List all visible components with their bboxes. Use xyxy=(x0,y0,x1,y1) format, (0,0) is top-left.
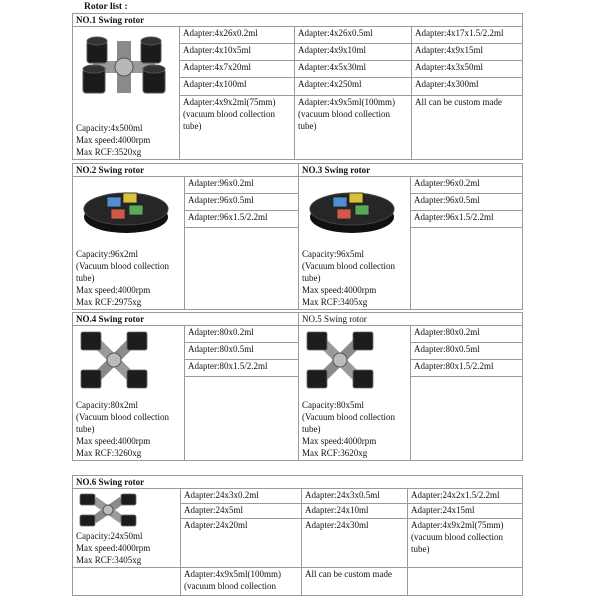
empty-cell xyxy=(411,377,523,461)
drum-rotor-plates-icon xyxy=(309,183,395,235)
adapter-cell: Adapter:80x0.5ml xyxy=(185,343,299,360)
adapter-cell: Adapter:80x0.5ml xyxy=(411,343,523,360)
rotor-5-header: NO.5 Swing rotor xyxy=(299,313,523,326)
adapter-cell: Adapter:24x5ml xyxy=(181,504,302,519)
adapter-cell: Adapter:24x20ml xyxy=(181,519,302,568)
adapter-cell: Adapter:80x0.2ml xyxy=(411,326,523,343)
adapter-cell: Adapter:4x9x2ml(75mm) (vacuum blood collection tube) xyxy=(408,519,523,568)
rotor-2-specs: Capacity:96x2ml (Vacuum blood collection tube) Max speed:4000rpm Max RCF:2975xg xyxy=(76,249,169,307)
empty-cell xyxy=(185,377,299,461)
adapter-cell: Adapter:4x9x10ml xyxy=(295,44,412,61)
swing-rotor-racks-icon xyxy=(77,328,151,392)
empty-cell xyxy=(73,568,181,596)
adapter-cell: Adapter:4x7x20ml xyxy=(180,61,295,78)
adapter-cell: Adapter:4x9x15ml xyxy=(412,44,523,61)
empty-cell xyxy=(185,228,299,310)
swing-rotor-buckets-icon xyxy=(77,491,139,529)
adapter-cell: Adapter:4x100ml xyxy=(180,78,295,95)
adapter-cell: All can be custom made xyxy=(412,95,523,160)
adapter-cell: Adapter:4x9x5ml(100mm) (vacuum blood collection xyxy=(181,568,302,596)
rotor-2-3-table xyxy=(72,163,523,310)
adapter-cell: Adapter:24x3x0.2ml xyxy=(181,489,302,504)
rotor-6-header: NO.6 Swing rotor xyxy=(73,476,523,489)
adapter-cell: Adapter:4x3x50ml xyxy=(412,61,523,78)
adapter-cell: Adapter:24x10ml xyxy=(302,504,408,519)
adapter-cell: Adapter:4x9x2ml(75mm) (vacuum blood collection tube) xyxy=(180,95,295,160)
adapter-cell: Adapter:4x26x0.5ml xyxy=(295,27,412,44)
rotor-1-table xyxy=(72,13,523,160)
drum-rotor-plates-icon xyxy=(83,183,169,235)
swing-rotor-buckets-icon xyxy=(79,35,169,99)
adapter-cell: Adapter:4x26x0.2ml xyxy=(180,27,295,44)
adapter-cell: Adapter:24x3x0.5ml xyxy=(302,489,408,504)
rotor-6-table xyxy=(72,475,523,596)
rotor-1-image-cell xyxy=(73,27,180,160)
empty-cell xyxy=(408,568,523,596)
rotor-4-5-table xyxy=(72,312,523,461)
adapter-cell: Adapter:4x5x30ml xyxy=(295,61,412,78)
rotor-3-image-cell xyxy=(299,177,411,310)
adapter-cell: Adapter:4x250ml xyxy=(295,78,412,95)
rotor-6-image-cell xyxy=(73,489,181,568)
adapter-cell: Adapter:80x1.5/2.2ml xyxy=(185,360,299,377)
rotor-2-header: NO.2 Swing rotor xyxy=(73,164,299,177)
adapter-cell: Adapter:4x10x5ml xyxy=(180,44,295,61)
rotor-1-specs: Capacity:4x500ml Max speed:4000rpm Max RCF:3520xg xyxy=(76,123,151,157)
empty-cell xyxy=(411,228,523,310)
rotor-6-specs: Capacity:24x50ml Max speed:4000rpm Max RCF:3405xg xyxy=(76,531,151,565)
rotor-1-header: NO.1 Swing rotor xyxy=(73,14,523,27)
adapter-cell: Adapter:24x15ml xyxy=(408,504,523,519)
adapter-cell: Adapter:4x17x1.5/2.2ml xyxy=(412,27,523,44)
adapter-cell: Adapter:80x1.5/2.2ml xyxy=(411,360,523,377)
adapter-cell: Adapter:4x300ml xyxy=(412,78,523,95)
adapter-cell: Adapter:96x1.5/2.2ml xyxy=(185,211,299,228)
adapter-cell: All can be custom made xyxy=(302,568,408,596)
rotor-3-specs: Capacity:96x5ml (Vacuum blood collection tube) Max speed:4000rpm Max RCF:3405xg xyxy=(302,249,395,307)
adapter-cell: Adapter:80x0.2ml xyxy=(185,326,299,343)
adapter-cell: Adapter:96x1.5/2.2ml xyxy=(411,211,523,228)
rotor-4-image-cell xyxy=(73,326,185,461)
rotor-5-specs: Capacity:80x5ml (Vacuum blood collection tube) Max speed:4000rpm Max RCF:3620xg xyxy=(302,400,395,458)
rotor-3-header: NO.3 Swing rotor xyxy=(299,164,523,177)
adapter-cell: Adapter:96x0.2ml xyxy=(411,177,523,194)
adapter-cell: Adapter:96x0.5ml xyxy=(411,194,523,211)
adapter-cell: Adapter:96x0.5ml xyxy=(185,194,299,211)
rotor-4-header: NO.4 Swing rotor xyxy=(73,313,299,326)
rotor-4-specs: Capacity:80x2ml (Vacuum blood collection tube) Max speed:4000rpm Max RCF:3260xg xyxy=(76,400,169,458)
rotor-2-image-cell xyxy=(73,177,185,310)
adapter-cell: Adapter:24x30ml xyxy=(302,519,408,568)
swing-rotor-racks-icon xyxy=(303,328,377,392)
adapter-cell: Adapter:4x9x5ml(100mm) (vacuum blood collection tube) xyxy=(295,95,412,160)
adapter-cell: Adapter:96x0.2ml xyxy=(185,177,299,194)
page-title: Rotor list : xyxy=(84,2,128,12)
adapter-cell: Adapter:24x2x1.5/2.2ml xyxy=(408,489,523,504)
rotor-5-image-cell xyxy=(299,326,411,461)
